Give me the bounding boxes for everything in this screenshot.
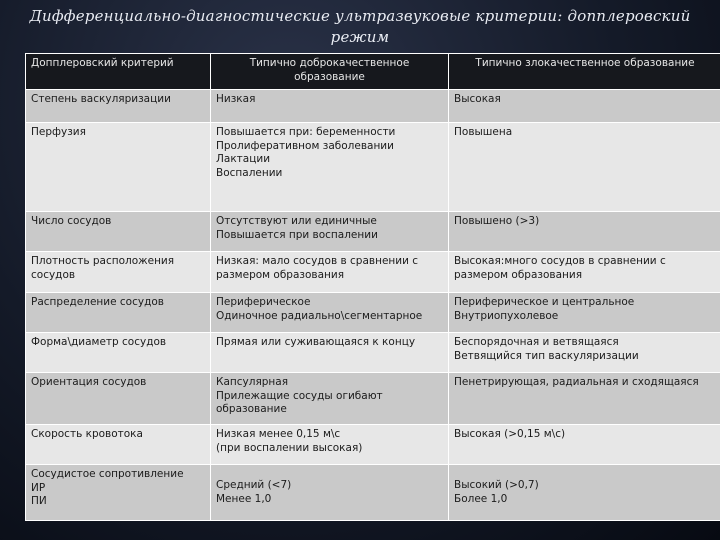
malignant-cell (449, 212, 720, 252)
table-row (26, 333, 720, 373)
table-row (26, 293, 720, 333)
criterion-cell (26, 212, 211, 252)
benign-line: Капсулярная (216, 376, 289, 388)
benign-line: Низкая менее 0,15 м\с (216, 428, 341, 440)
benign-cell (211, 293, 449, 333)
benign-cell (211, 123, 449, 212)
benign-line: Отсутствуют или единичные (216, 215, 377, 227)
table-row (26, 123, 720, 212)
benign-cell (211, 90, 449, 123)
table-row (26, 373, 720, 425)
malignant-cell (449, 373, 720, 425)
criterion-line: Форма\диаметр сосудов (31, 336, 167, 348)
table-row (26, 212, 720, 252)
criterion-cell (26, 333, 211, 373)
criterion-cell (26, 465, 211, 521)
benign-cell (211, 425, 449, 465)
header-malignant: Типично злокачественное образование (449, 54, 720, 90)
criterion-line: Сосудистое сопротивление (31, 468, 184, 480)
malignant-cell (449, 252, 720, 293)
malignant-line: Высокий (>0,7) (454, 479, 539, 491)
malignant-line: Пенетрирующая, радиальная и сходящаяся (454, 376, 699, 388)
criterion-line: Ориентация сосудов (31, 376, 147, 388)
criterion-line: Перфузия (31, 126, 86, 138)
benign-line: Прямая или суживающаяся к концу (216, 336, 416, 348)
malignant-line: Повышена (454, 126, 513, 138)
malignant-cell (449, 333, 720, 373)
benign-cell (211, 212, 449, 252)
malignant-cell (449, 123, 720, 212)
benign-line: Низкая: мало сосудов в сравнении с размером образования (216, 255, 419, 281)
benign-cell (211, 465, 449, 521)
criteria-table (25, 53, 720, 521)
benign-line: Менее 1,0 (216, 492, 272, 505)
criterion-cell (26, 425, 211, 465)
malignant-line: Повышено (>3) (454, 215, 540, 227)
criterion-line: Плотность расположения сосудов (31, 255, 175, 281)
table-row (26, 465, 720, 521)
criterion-cell (26, 90, 211, 123)
criterion-line: Скорость кровотока (31, 428, 143, 440)
criterion-line: ПИ (31, 495, 47, 507)
benign-line: Периферическое (216, 296, 311, 308)
header-row (26, 54, 720, 90)
benign-cell (211, 333, 449, 373)
header-benign: Типично доброкачественное образование (211, 54, 449, 90)
criterion-line: Число сосудов (31, 215, 112, 227)
malignant-cell (449, 293, 720, 333)
criterion-cell (26, 373, 211, 425)
table-row (26, 90, 720, 123)
benign-line: Повышается при: беременности (216, 126, 396, 138)
benign-cell (211, 373, 449, 425)
slide-title: Дифференциально-диагностические ультразвуковые критерии: допплеровский режим (29, 7, 691, 46)
malignant-line: Внутриопухолевое (454, 309, 559, 322)
malignant-cell (449, 90, 720, 123)
benign-line: Лактации (216, 153, 271, 165)
benign-cell (211, 252, 449, 293)
benign-line: Средний (<7) (216, 479, 292, 491)
table-row (26, 252, 720, 293)
malignant-cell (449, 465, 720, 521)
benign-line: Низкая (216, 93, 256, 105)
benign-line: (при воспалении высокая) (216, 441, 363, 454)
malignant-cell (449, 425, 720, 465)
malignant-line: Периферическое и центральное (454, 296, 635, 308)
malignant-line: Более 1,0 (454, 492, 508, 505)
malignant-line: Высокая (>0,15 м\с) (454, 428, 566, 440)
criterion-cell (26, 123, 211, 212)
criterion-line: ИР (31, 481, 46, 494)
criterion-line: Степень васкуляризации (31, 93, 171, 105)
malignant-line: Ветвящийся тип васкуляризации (454, 349, 639, 362)
header-criterion: Допплеровский критерий (26, 54, 211, 90)
criterion-cell (26, 252, 211, 293)
benign-line: Пролиферативном заболевании (216, 139, 394, 152)
benign-line: Прилежащие сосуды огибают образование (216, 389, 383, 415)
benign-line: Одиночное радиально\сегментарное (216, 309, 423, 322)
malignant-line: Высокая (454, 93, 501, 105)
malignant-line: Беспорядочная и ветвящаяся (454, 336, 619, 348)
criterion-cell (26, 293, 211, 333)
criterion-line: Распределение сосудов (31, 296, 164, 308)
benign-line: Воспалении (216, 166, 283, 179)
malignant-line: Высокая:много сосудов в сравнении с размером образования (454, 255, 666, 281)
benign-line: Повышается при воспалении (216, 228, 378, 241)
table-row (26, 425, 720, 465)
